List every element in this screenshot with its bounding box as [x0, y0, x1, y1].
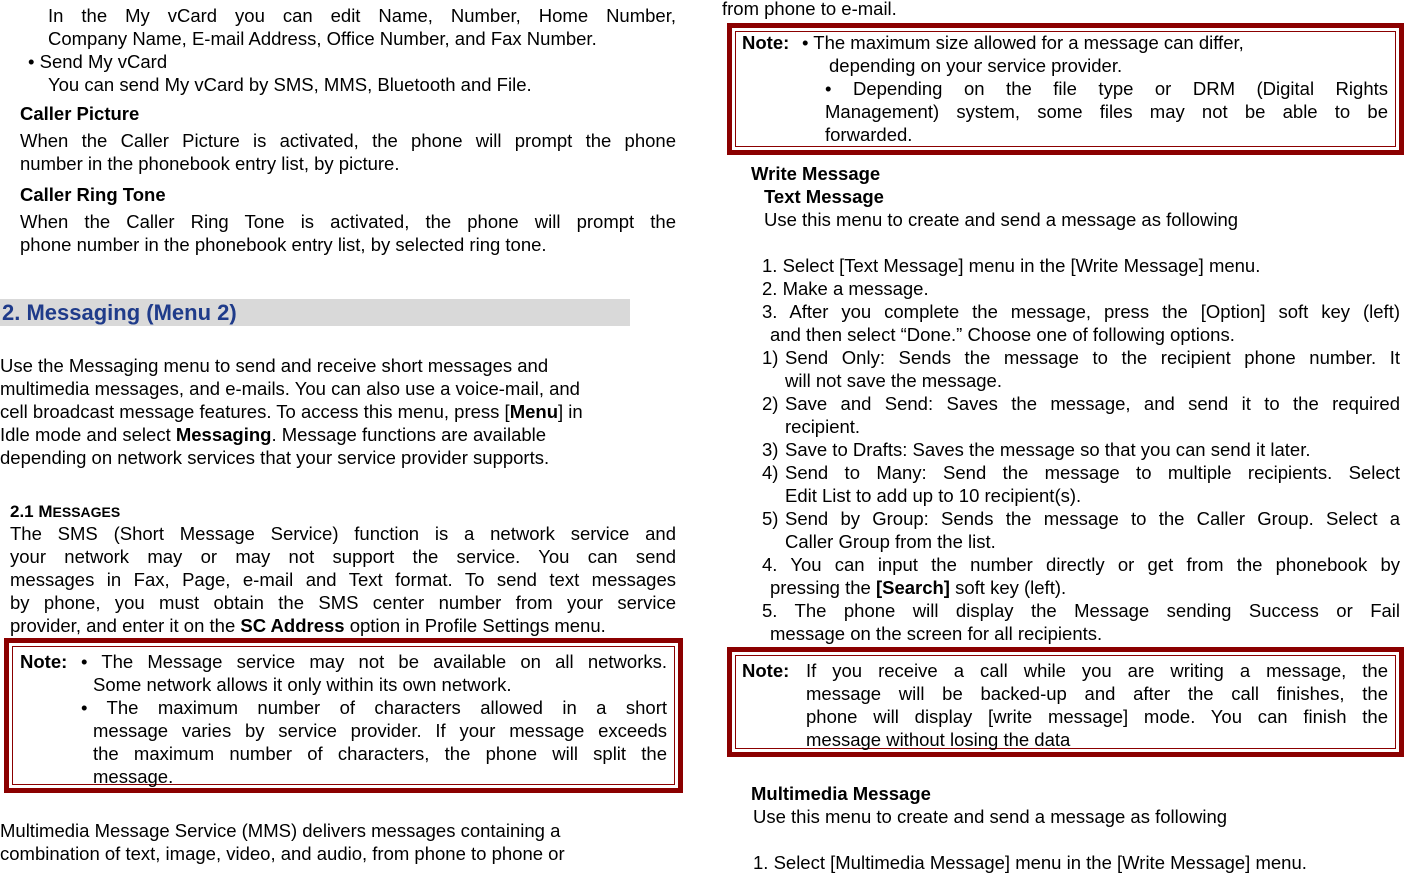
- note-sms-line-6: message.: [93, 766, 174, 787]
- caller-ring-line-2: phone number in the phonebook entry list, by selected ring tone.: [20, 234, 547, 255]
- sc-address-label: SC Address: [240, 615, 345, 636]
- subheading-number: 2.1 M: [10, 502, 53, 521]
- option-3-number: 3): [762, 439, 779, 460]
- step-4-line-2: [770, 576, 1066, 599]
- step-4-line-2a: pressing the: [770, 577, 876, 598]
- intro-line-4: [0, 423, 546, 446]
- note-size-line-1: • The maximum size allowed for a message can differ,: [802, 32, 1244, 53]
- step-3-line-2: and then select “Done.” Choose one of following options.: [770, 324, 1235, 345]
- option-1-number: 1): [762, 347, 779, 368]
- sms-line-4: by phone, you must obtain the SMS center number from your service: [10, 592, 676, 613]
- note-sms-line-1: • The Message service may not be available on all networks.: [81, 651, 667, 672]
- option-4-line-2: Edit List to add up to 10 recipient(s).: [785, 485, 1082, 506]
- option-4-number: 4): [762, 462, 779, 483]
- step-5-line-2: message on the screen for all recipients.: [770, 623, 1103, 644]
- option-4-line-1: Send to Many: Send the message to multiple recipients. Select: [785, 462, 1400, 483]
- vcard-edit-line-2: Company Name, E-mail Address, Office Number, and Fax Number.: [48, 28, 597, 49]
- option-2-line-2: recipient.: [785, 416, 861, 437]
- note-label: Note:: [742, 660, 790, 681]
- text-message-intro: Use this menu to create and send a message as following: [764, 209, 1239, 230]
- caller-ring-line-1: When the Caller Ring Tone is activated, the phone will prompt the: [20, 211, 676, 232]
- step-4-line-1: 4. You can input the number directly or get from the phonebook by: [762, 554, 1400, 575]
- caller-picture-line-1: When the Caller Picture is activated, the phone will prompt the phone: [20, 130, 676, 151]
- note-sms-line-3: • The maximum number of characters allowed in a short: [81, 697, 667, 718]
- caller-picture-heading: Caller Picture: [20, 103, 140, 124]
- intro-line-4a: Idle mode and select: [0, 424, 176, 445]
- sms-line-3: messages in Fax, Page, e-mail and Text format. To send text messages: [10, 569, 676, 590]
- text-message-heading: Text Message: [764, 186, 884, 207]
- note-size-line-4: Management) system, some files may not be able to be: [825, 101, 1388, 122]
- menu-key-label: Menu: [509, 401, 558, 422]
- messages-subheading: [10, 500, 120, 524]
- multimedia-message-heading: Multimedia Message: [751, 783, 931, 804]
- sms-line-1: The SMS (Short Message Service) function is a network service and: [10, 523, 676, 544]
- multimedia-message-intro: Use this menu to create and send a message as following: [753, 806, 1228, 827]
- sms-line-5: [10, 614, 606, 637]
- note-sms-line-2: Some network allows it only within its own network.: [93, 674, 512, 695]
- step-3-line-1: 3. After you complete the message, press the [Option] soft key (left): [762, 301, 1400, 322]
- option-5-number: 5): [762, 508, 779, 529]
- step-4-line-2c: soft key (left).: [949, 577, 1067, 598]
- note-sms-line-5: the maximum number of characters, the phone will split the: [93, 743, 667, 764]
- option-1-line-2: will not save the message.: [785, 370, 1002, 391]
- note-sms-line-4: message varies by service provider. If your message exceeds: [93, 720, 667, 741]
- step-2: 2. Make a message.: [762, 278, 929, 299]
- write-message-heading: Write Message: [751, 163, 881, 184]
- sms-line-5c: option in Profile Settings menu.: [344, 615, 606, 636]
- mms-line-2: combination of text, image, video, and audio, from phone to phone or: [0, 843, 565, 864]
- sms-line-5a: provider, and enter it on the: [10, 615, 241, 636]
- messaging-label: Messaging: [175, 424, 272, 445]
- intro-line-4c: . Message functions are available: [271, 424, 547, 445]
- multimedia-step-1: 1. Select [Multimedia Message] menu in the [Write Message] menu.: [753, 852, 1307, 873]
- option-2-line-1: Save and Send: Saves the message, and send it to the required: [785, 393, 1400, 414]
- send-vcard-heading: • Send My vCard: [28, 51, 168, 72]
- caller-ring-heading: Caller Ring Tone: [20, 184, 166, 205]
- intro-line-3c: ] in: [558, 401, 583, 422]
- intro-line-5: depending on network services that your service provider supports.: [0, 447, 550, 468]
- note-size-line-2: depending on your service provider.: [829, 55, 1123, 76]
- option-5-line-1: Send by Group: Sends the message to the Caller Group. Select a: [785, 508, 1400, 529]
- mms-line-1: Multimedia Message Service (MMS) delivers messages containing a: [0, 820, 561, 841]
- note-call-line-1: If you receive a call while you are writing a message, the: [806, 660, 1388, 681]
- note-size-line-3: • Depending on the file type or DRM (Digital Rights: [825, 78, 1388, 99]
- note-label: Note:: [742, 32, 790, 53]
- search-key-label: [Search]: [875, 577, 950, 598]
- option-5-line-2: Caller Group from the list.: [785, 531, 996, 552]
- continuation-line: from phone to e-mail.: [722, 0, 897, 19]
- intro-line-3: [0, 400, 583, 423]
- caller-picture-line-2: number in the phonebook entry list, by picture.: [20, 153, 400, 174]
- option-2-number: 2): [762, 393, 779, 414]
- intro-line-3a: cell broadcast message features. To access this menu, press [: [0, 401, 510, 422]
- step-1: 1. Select [Text Message] menu in the [Write Message] menu.: [762, 255, 1261, 276]
- intro-line-1: Use the Messaging menu to send and receive short messages and: [0, 355, 549, 376]
- note-call-line-3: phone will display [write message] mode. You can finish the: [806, 706, 1388, 727]
- send-vcard-text: You can send My vCard by SMS, MMS, Bluetooth and File.: [48, 74, 532, 95]
- section-title: 2. Messaging (Menu 2): [2, 300, 237, 325]
- note-size-line-5: forwarded.: [825, 124, 913, 145]
- step-5-line-1: 5. The phone will display the Message sending Success or Fail: [762, 600, 1400, 621]
- option-1-line-1: Send Only: Sends the message to the recipient phone number. It: [785, 347, 1400, 368]
- intro-line-2: multimedia messages, and e-mails. You can also use a voice-mail, and: [0, 378, 580, 399]
- note-call-line-2: message will be backed-up and after the call finishes, the: [806, 683, 1388, 704]
- note-label: Note:: [20, 651, 68, 672]
- vcard-edit-line-1: In the My vCard you can edit Name, Number, Home Number,: [48, 5, 676, 26]
- option-3-line-1: Save to Drafts: Saves the message so that you can send it later.: [785, 439, 1311, 460]
- note-call-line-4: message without losing the data: [806, 729, 1071, 750]
- sms-line-2: your network may or may not support the service. You can send: [10, 546, 676, 567]
- subheading-rest: ESSAGES: [52, 504, 121, 520]
